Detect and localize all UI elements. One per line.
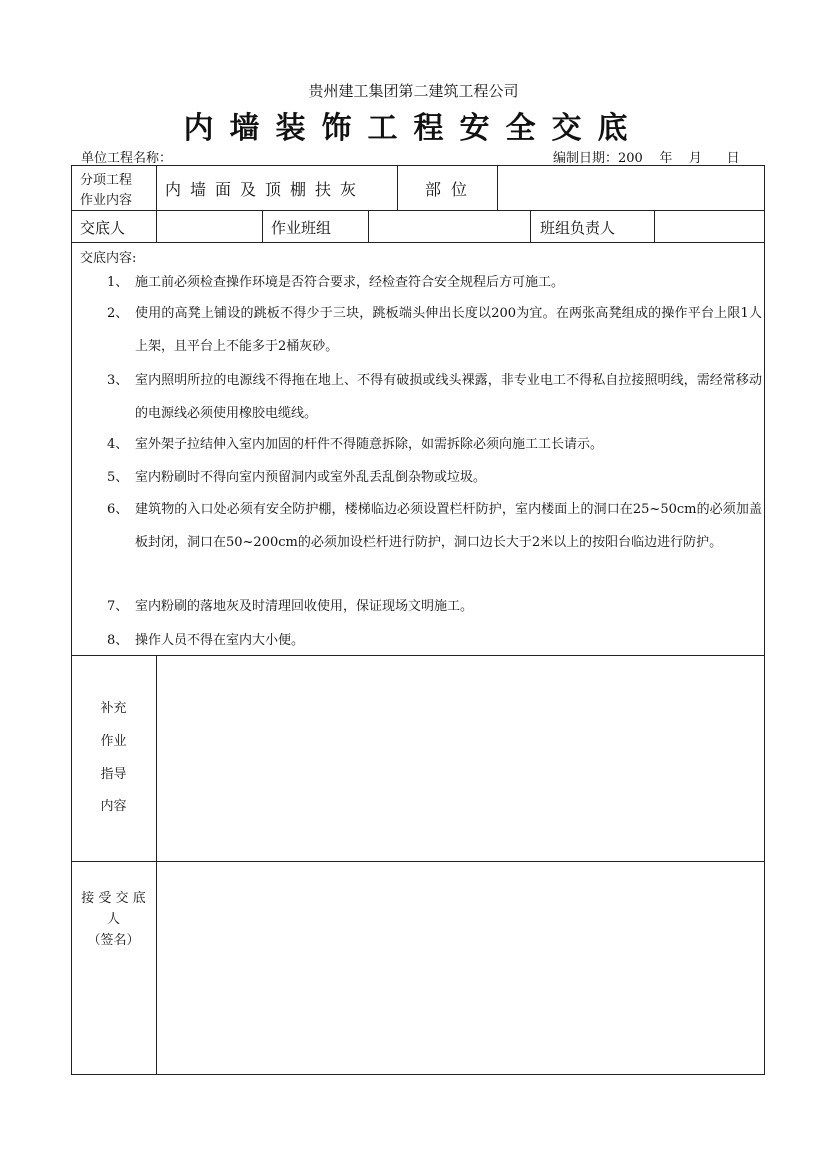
- sub-item-label-line-2: 作业内容: [80, 193, 133, 208]
- list-item: [107, 364, 762, 430]
- company-name: 贵州建工集团第二建筑工程公司: [308, 82, 519, 100]
- column-divider: [262, 210, 263, 242]
- list-item-number: 4、: [107, 437, 129, 452]
- list-item-text: 施工前必须检查操作环境是否符合要求，经检查符合安全规程后方可施工。: [135, 275, 565, 290]
- receiver-signature-field[interactable]: [164, 870, 758, 1066]
- column-divider: [156, 655, 157, 1075]
- list-item-number: 5、: [107, 470, 129, 485]
- list-item-number: 7、: [107, 599, 129, 614]
- supplement-value[interactable]: [164, 665, 758, 853]
- list-item-text: 室内粉刷的落地灰及时清理回收使用，保证现场文明施工。: [135, 599, 474, 614]
- list-item-text: 室内照明所拉的电源线不得拖在地上、不得有破损或线头裸露，非专业电工不得私自拉接照明线，需经常移动的电源线必须使用橡胶电缆线。: [135, 373, 762, 421]
- list-item-number: 8、: [107, 633, 129, 648]
- position-value[interactable]: [505, 177, 760, 197]
- discloser-value[interactable]: [162, 217, 257, 237]
- receiver-label-line-3: （签名）: [87, 933, 140, 948]
- list-item: [107, 428, 762, 461]
- supplement-label-line-3: 指导: [100, 767, 127, 782]
- list-item-number: 6、: [107, 502, 129, 517]
- document-title: 内墙装饰工程安全交底: [183, 111, 644, 146]
- list-item-text: 建筑物的入口处必须有安全防护棚，楼梯临边必须设置栏杆防护，室内楼面上的洞口在25~50cm的必须加盖板封闭，洞口在50~200cm的必须加设栏杆进行防护，洞口边长大于2米以上的按阳台临边进行防护。: [135, 502, 762, 550]
- list-item-number: 3、: [107, 373, 129, 388]
- project-name-label: 单位工程名称：: [81, 151, 173, 166]
- receiver-label-line-2: 人: [106, 912, 120, 927]
- discloser-label: 交底人: [80, 219, 126, 237]
- team-label: 作业班组: [271, 219, 332, 237]
- list-item: [107, 624, 762, 657]
- sub-item-value[interactable]: 内墙面及顶棚扶灰: [165, 180, 366, 199]
- row-divider: [71, 861, 765, 862]
- column-divider: [654, 210, 655, 242]
- list-item: [107, 461, 762, 494]
- supplement-label-line-4: 内容: [100, 799, 127, 814]
- content-label: 交底内容:: [80, 251, 137, 266]
- list-item-number: 1、: [107, 275, 129, 290]
- team-leader-label: 班组负责人: [540, 219, 616, 237]
- list-item: [107, 590, 762, 623]
- list-item: [107, 493, 762, 559]
- position-label: 部位: [425, 180, 478, 199]
- team-value[interactable]: [374, 217, 524, 237]
- list-item-text: 使用的高凳上铺设的跳板不得少于三块，跳板端头伸出长度以200为宜。在两张高凳组成的操作平台上限1人上架，且平台上不能多于2桶灰砂。: [135, 306, 762, 354]
- row-divider: [71, 210, 765, 211]
- list-item-text: 室内粉刷时不得向室内预留洞内或室外乱丢乱倒杂物或垃圾。: [135, 470, 487, 485]
- column-divider: [397, 165, 398, 210]
- column-divider: [156, 210, 157, 242]
- list-item: [107, 266, 762, 299]
- date-label: 编制日期：200 年 月 日: [553, 151, 740, 166]
- list-item-number: 2、: [107, 306, 129, 321]
- list-item-text: 室外架子拉结伸入室内加固的杆件不得随意拆除，如需拆除必须向施工工长请示。: [135, 437, 604, 452]
- list-item: [107, 297, 762, 363]
- supplement-label-line-2: 作业: [100, 734, 127, 749]
- row-divider: [71, 242, 765, 243]
- column-divider: [530, 210, 531, 242]
- list-item-text: 操作人员不得在室内大小便。: [135, 633, 305, 648]
- column-divider: [156, 165, 157, 210]
- sub-item-label-line-1: 分项工程: [80, 173, 133, 188]
- receiver-label-line-1: 接 受 交 底: [81, 891, 146, 906]
- column-divider: [368, 210, 369, 242]
- column-divider: [497, 165, 498, 210]
- team-leader-value[interactable]: [660, 217, 760, 237]
- supplement-label-line-1: 补充: [100, 701, 127, 716]
